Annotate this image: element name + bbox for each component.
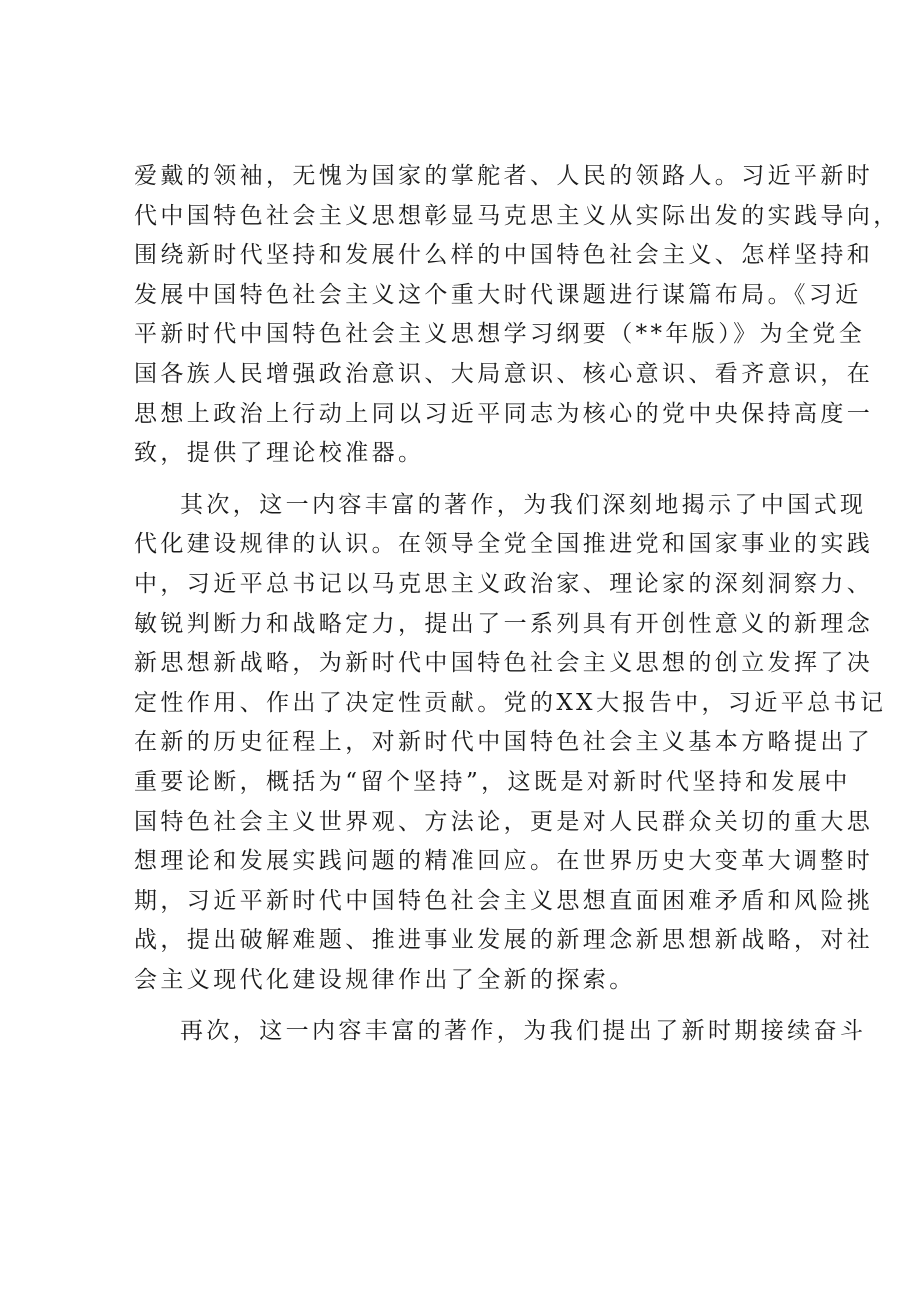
text-line: 想理论和发展实践问题的精准回应。在世界历史大变革大调整时 (134, 848, 874, 875)
paragraph (134, 157, 900, 474)
text-line: 会主义现代化建设规律作出了全新的探索。 (134, 966, 636, 993)
text-line: 代中国特色社会主义思想彰显马克思主义从实际出发的实践导向， (134, 202, 900, 229)
text-line: 致，提供了理论校准器。 (134, 440, 425, 467)
text-line: 定性作用、作出了决定性贡献。党的XX大报告中，习近平总书记 (134, 689, 887, 716)
text-line: 国特色社会主义世界观、方法论，更是对人民群众关切的重大思 (134, 808, 874, 835)
text-line: 中，习近平总书记以马克思主义政治家、理论家的深刻洞察力、 (134, 570, 874, 597)
paragraph-gap (134, 1000, 794, 1012)
document-body (134, 157, 900, 1052)
text-line: 新思想新战略，为新时代中国特色社会主义思想的创立发挥了决 (134, 650, 874, 677)
text-line: 思想上政治上行动上同以习近平同志为核心的党中央保持高度一 (134, 400, 874, 427)
text-line: 国各族人民增强政治意识、大局意识、核心意识、看齐意识，在 (134, 360, 874, 387)
paragraph (134, 486, 887, 1001)
text-line: 重要论断，概括为“留个坚持”，这既是对新时代坚持和发展中 (134, 768, 851, 795)
text-line: 再次，这一内容丰富的著作，为我们提出了新时期接续奋斗 (180, 1018, 867, 1045)
paragraph-gap (134, 474, 794, 486)
text-line: 在新的历史征程上，对新时代中国特色社会主义基本方略提出了 (134, 729, 874, 756)
text-line: 代化建设规律的认识。在领导全党全国推进党和国家事业的实践 (134, 531, 874, 558)
text-line: 平新时代中国特色社会主义思想学习纲要（**年版）》为全党全 (134, 321, 866, 348)
text-line: 其次，这一内容丰富的著作，为我们深刻地揭示了中国式现 (180, 491, 867, 518)
paragraph (134, 1012, 867, 1052)
text-line: 期，习近平新时代中国特色社会主义思想直面困难矛盾和风险挑 (134, 887, 874, 914)
text-line: 围绕新时代坚持和发展什么样的中国特色社会主义、怎样坚持和 (134, 242, 874, 269)
text-line: 爱戴的领袖，无愧为国家的掌舵者、人民的领路人。习近平新时 (134, 163, 874, 189)
text-line: 敏锐判断力和战略定力，提出了一系列具有开创性意义的新理念 (134, 610, 874, 637)
text-line: 发展中国特色社会主义这个重大时代课题进行谋篇布局。《习近 (134, 281, 862, 308)
text-line: 战，提出破解难题、推进事业发展的新理念新思想新战略，对社 (134, 927, 874, 954)
